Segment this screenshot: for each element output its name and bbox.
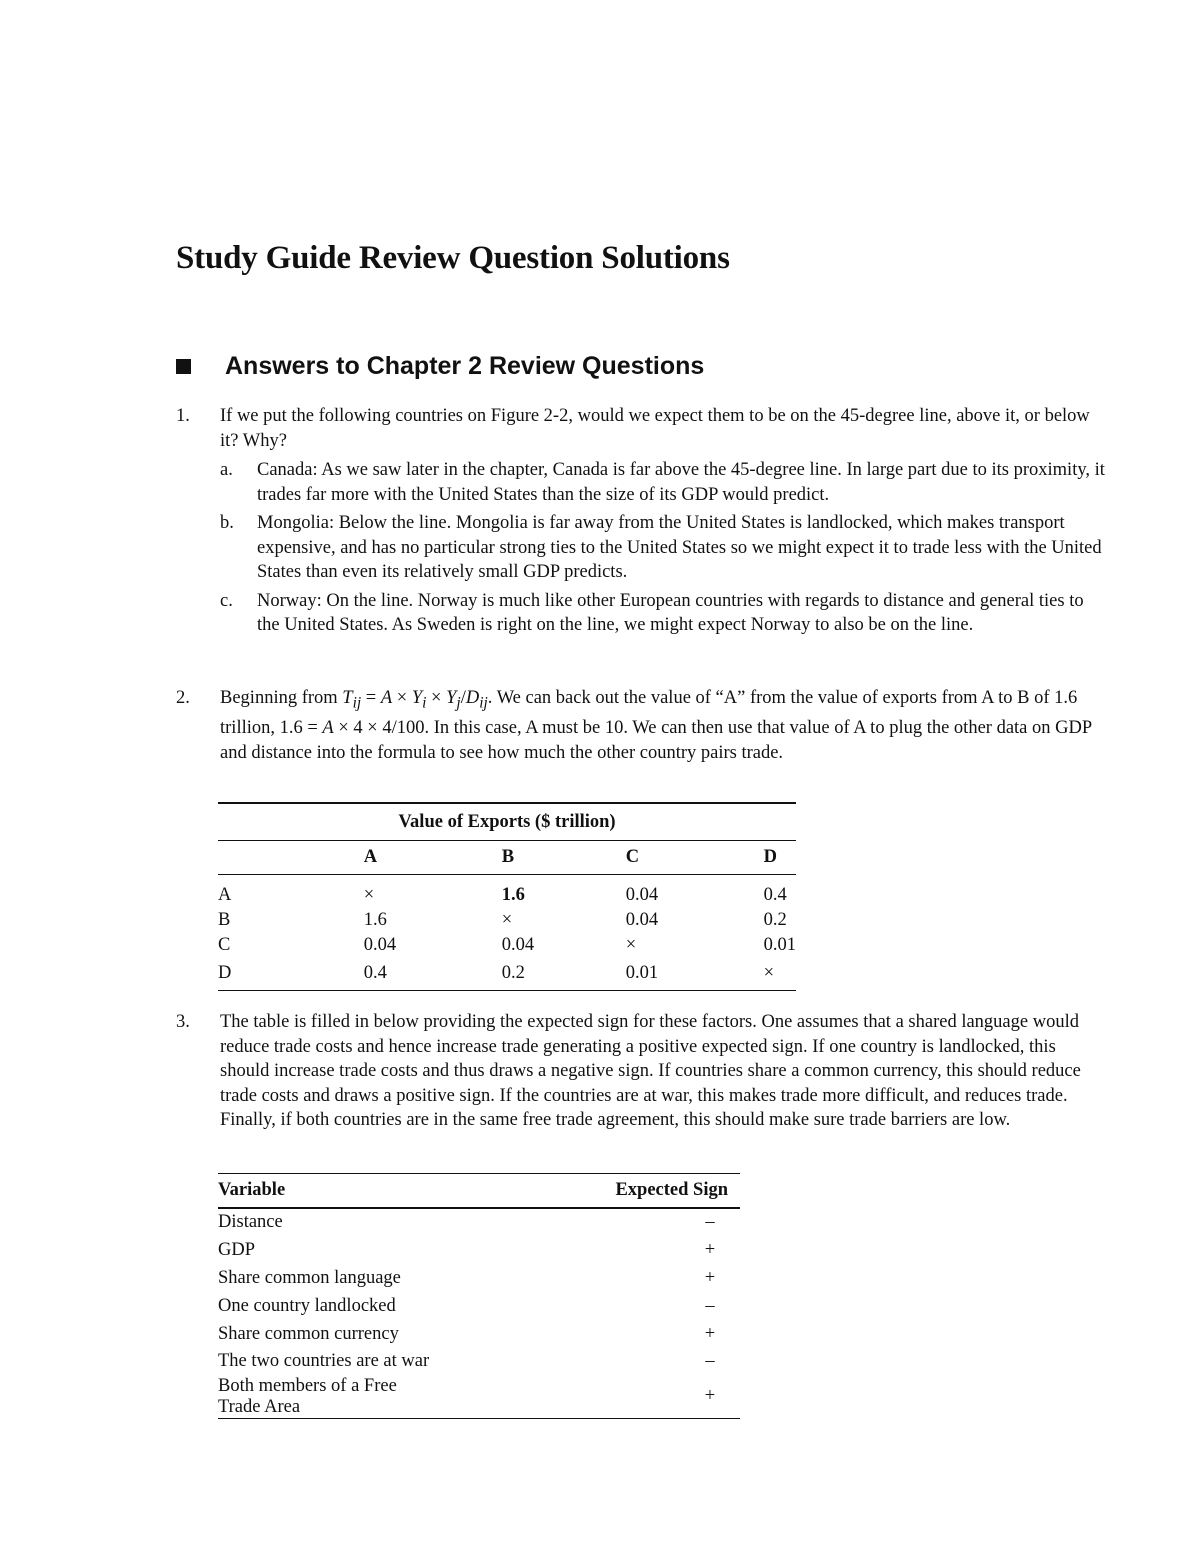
column-header: C [622,841,758,875]
column-header: A [334,841,490,875]
table-caption: Value of Exports ($ trillion) [218,803,796,841]
gravity-formula: $T_{ij} = A \times Y_i \times Y_j/D_{ij}$. [342,688,497,712]
question-2 [176,686,1106,765]
column-header: D [758,841,796,875]
table-row: Share common language + [218,1267,716,1288]
question-3 [176,1010,1106,1133]
question-1 [176,404,1106,638]
column-header: Variable [218,1174,440,1209]
answer-label: a. [220,460,233,480]
exports-table [218,802,796,991]
table-row: B 1.6 × 0.04 0.2 [218,910,787,930]
section-heading [176,352,704,381]
table-row: The two countries are at war – [218,1351,715,1372]
column-header: Expected Sign [440,1174,740,1209]
square-bullet-icon [176,359,191,374]
table-row: Share common currency + [218,1323,716,1344]
table-row: D 0.4 0.2 0.01 × [218,962,775,983]
question-number: 3. [176,1012,190,1032]
page-title: Study Guide Review Question Solutions [176,240,730,276]
answer-text: Canada: As we saw later in the chapter, Canada is far above the 45-degree line. In large part due to its proximity, it trades far more with the United States than the size of its GDP would predict. [257,460,1105,505]
answer-label: c. [220,590,233,611]
section-heading-text: Answers to Chapter 2 Review Questions [225,352,705,380]
answer-label: b. [220,513,234,533]
table-row: C 0.04 0.04 × 0.01 [218,935,796,955]
question-number: 2. [176,688,190,708]
table-row: GDP + [218,1240,716,1261]
answer-item [220,589,1106,638]
answer-text: Norway: On the line. Norway is much like other European countries with regards to distance and general ties to the United States. As Sweden is right on the line, we might expect Norway to also be on the line. [257,590,1084,635]
answer-text: Mongolia: Below the line. Mongolia is far away from the United States is landlocked, which makes transport expensive, and has no particular strong ties to the United States so we might expect it to trade less with the United States than even its relatively small GDP predicts. [257,513,1102,582]
table-row: One country landlocked – [218,1295,715,1316]
question-text: Beginning from $T_{ij} = A \times Y_i \times Y_j/D_{ij}$. We can back out the value of “A” from the value of exports from A to B of 1.6 trillion, 1.6 = A × 4 × 4/100. In this case, A must be 10. We can then use that value of A to plug the other data on GDP and distance into the formula to see how much the other country pairs trade. [220,688,1092,763]
question-number: 1. [176,406,190,426]
question-text: The table is filled in below providing the expected sign for these factors. One assumes that a shared language would reduce trade costs and hence increase trade generating a positive expected sign. If one country is landlocked, this should increase trade costs and thus draws a negative sign. If countries share a common currency, this should reduce trade costs and draws a positive sign. If the countries are at war, this makes trade more difficult, and reduces trade. Finally, if both countries are in the same free trade agreement, this should make sure trade barriers are low. [220,1012,1081,1130]
answer-item [220,511,1106,585]
table-row: A × 1.6 0.04 0.4 [218,885,787,905]
question-text: If we put the following countries on Figure 2-2, would we expect them to be on the 45-degree line, above it, or below it? Why? [220,406,1090,451]
answer-item [220,458,1106,507]
table-row: Both members of a Free Trade Area + [218,1375,716,1417]
column-header: B [490,841,622,875]
expected-sign-table [218,1173,740,1419]
table-row: Distance – [218,1212,715,1233]
